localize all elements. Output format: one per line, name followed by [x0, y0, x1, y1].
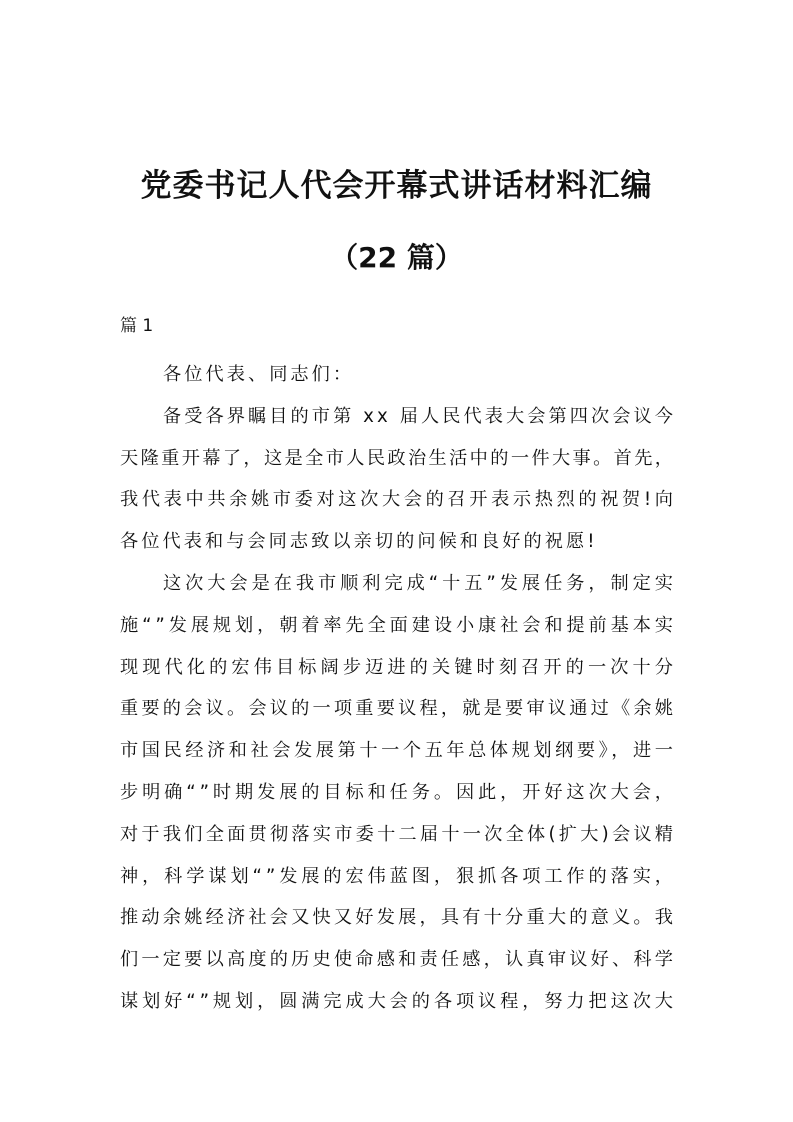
text-line: 施“”发展规划，朝着率先全面建设小康社会和提前基本实	[120, 614, 677, 636]
text-line: 市国民经济和社会发展第十一个五年总体规划纲要》，进一	[120, 740, 677, 762]
text-line: 天隆重开幕了，这是全市人民政治生活中的一件大事。首先，	[120, 447, 676, 469]
text-line: 神，科学谋划“”发展的宏伟蓝图，狠抓各项工作的落实，	[120, 865, 677, 887]
text-line: 谋划好“”规划，圆满完成大会的各项议程，努力把这次大	[120, 990, 677, 1012]
text-line: 重要的会议。会议的一项重要议程，就是要审议通过《余姚	[120, 698, 677, 720]
text-line: 各位代表和与会同志致以亲切的问候和良好的祝愿!	[120, 531, 598, 553]
text-line: 我代表中共余姚市委对这次大会的召开表示热烈的祝贺!向	[120, 489, 677, 511]
text-line: 对于我们全面贯彻落实市委十二届十一次全体(扩大)会议精	[120, 823, 677, 845]
section-label: 篇 1	[120, 316, 154, 336]
document-subtitle: （22 篇）	[330, 241, 463, 274]
document-title: 党委书记人代会开幕式讲话材料汇编	[140, 168, 653, 204]
text-line: 们一定要以高度的历史使命感和责任感，认真审议好、科学	[120, 949, 677, 971]
text-line: 备受各界瞩目的市第 xx 届人民代表大会第四次会议今	[163, 405, 677, 427]
text-line: 推动余姚经济社会又快又好发展，具有十分重大的意义。我	[120, 907, 677, 929]
text-line: 现现代化的宏伟目标阔步迈进的关键时刻召开的一次十分	[120, 656, 678, 678]
text-line: 步明确“”时期发展的目标和任务。因此，开好这次大会，	[120, 781, 677, 803]
document-body	[120, 354, 676, 1023]
text-line: 这次大会是在我市顺利完成“十五”发展任务，制定实	[163, 572, 677, 594]
text-line: 各位代表、同志们：	[163, 364, 355, 385]
